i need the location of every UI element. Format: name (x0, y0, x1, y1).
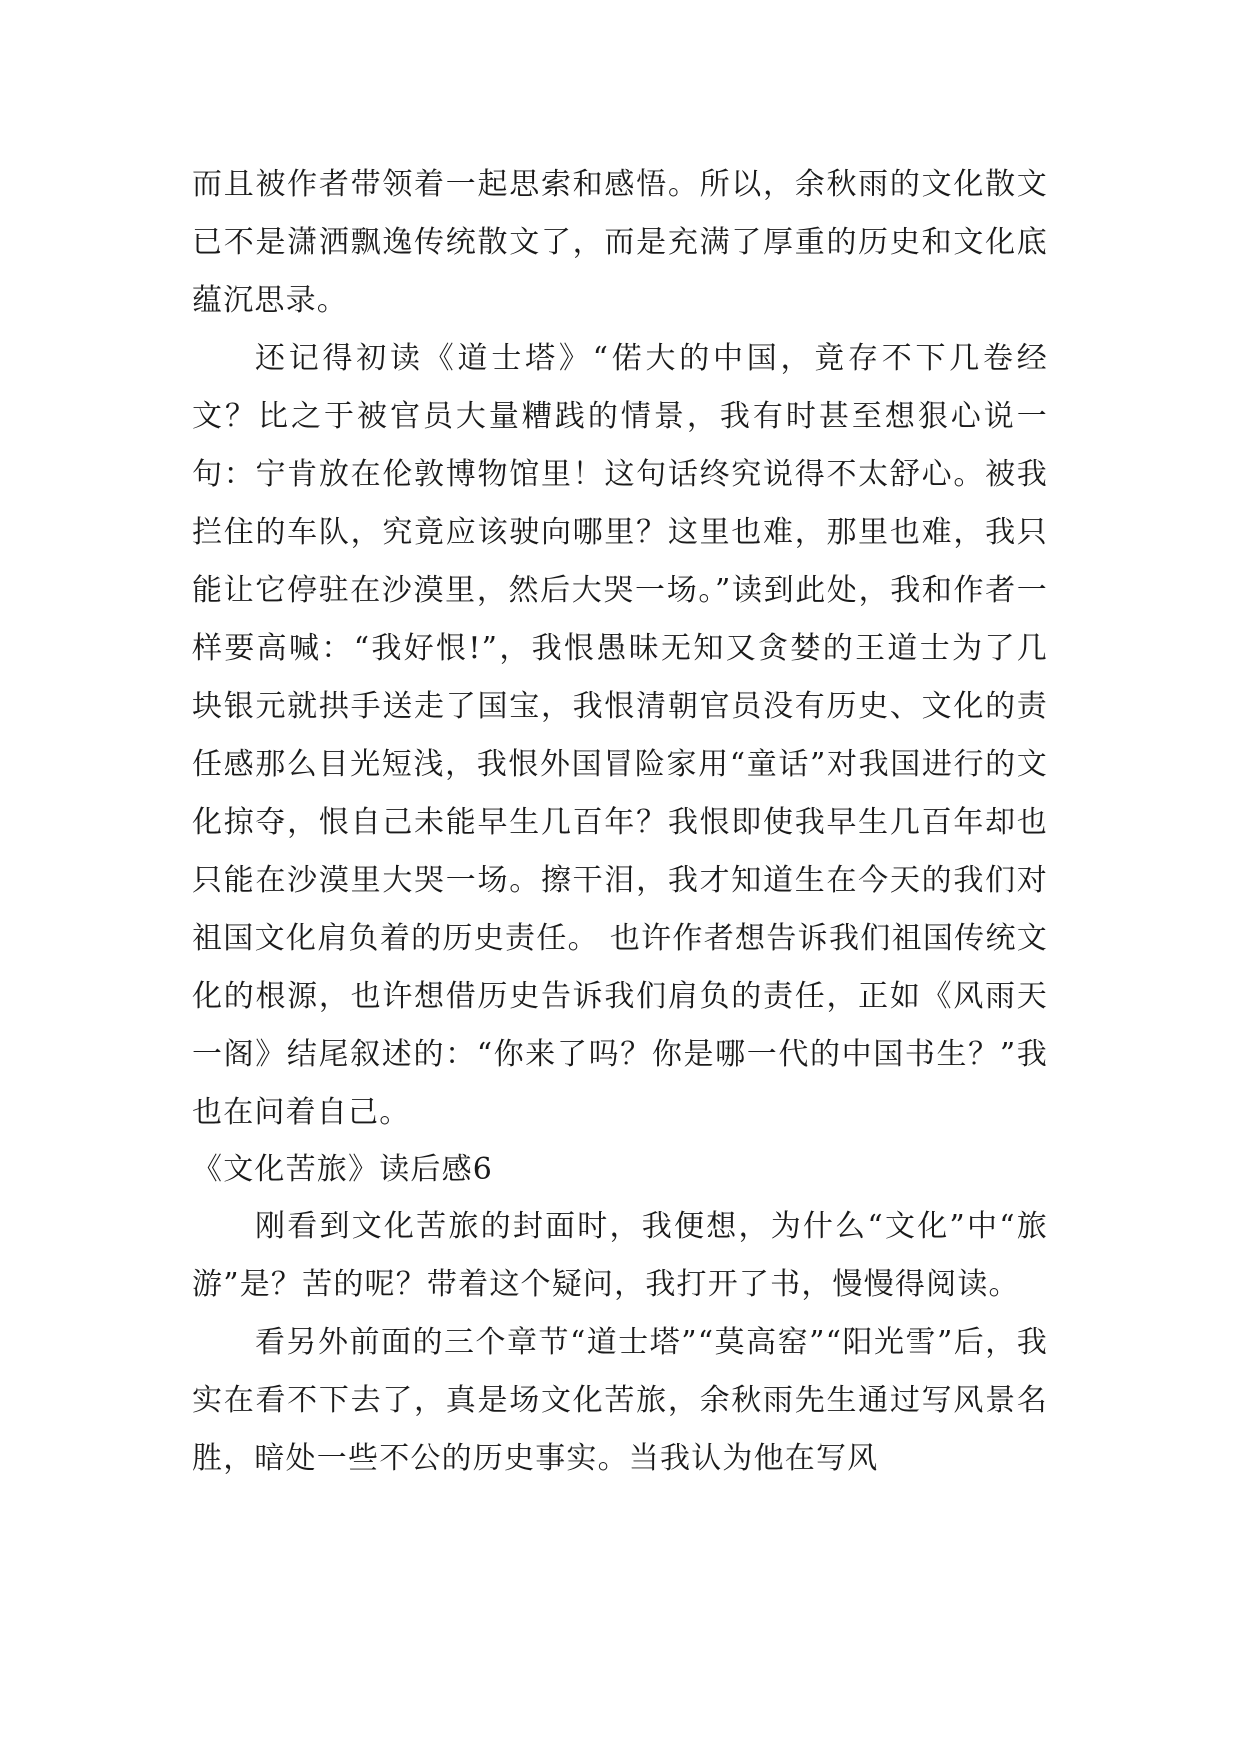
paragraph-daoshita-reflection: 还记得初读《道士塔》“偌大的中国，竟存不下几卷经文？比之于被官员大量糟践的情景，我有时甚至想狠心说一句：宁肯放在伦敦博物馆里！这句话终究说得不太舒心。被我拦住的车队，究竟应该驶向哪里？这里也难，那里也难，我只能让它停驻在沙漠里，然后大哭一场。”读到此处，我和作者一样要高喊：“我好恨!”，我恨愚昧无知又贪婪的王道士为了几块银元就拱手送走了国宝，我恨清朝官员没有历史、文化的责任感那么目光短浅，我恨外国冒险家用“童话”对我国进行的文化掠夺，恨自己未能早生几百年？我恨即使我早生几百年却也只能在沙漠里大哭一场。擦干泪，我才知道生在今天的我们对祖国文化肩负着的历史责任。 也许作者想告诉我们祖国传统文化的根源，也许想借历史告诉我们肩负的责任，正如《风雨天一阁》结尾叙述的：“你来了吗？你是哪一代的中国书生？”我也在问着自己。 (192, 341, 1048, 1130)
paragraph-cover-impression: 刚看到文化苦旅的封面时，我便想，为什么“文化”中“旅游”是？苦的呢？带着这个疑问，我打开了书，慢慢得阅读。 (192, 1209, 1048, 1302)
document-body (192, 156, 1048, 1488)
section-heading: 《文化苦旅》读后感6 (192, 1152, 494, 1187)
paragraph-continuation: 而且被作者带领着一起思索和感悟。所以，余秋雨的文化散文已不是潇洒飘逸传统散文了，而是充满了厚重的历史和文化底蕴沉思录。 (192, 167, 1048, 318)
paragraph-chapters: 看另外前面的三个章节“道士塔”“莫高窑”“阳光雪”后，我实在看不下去了，真是场文化苦旅，余秋雨先生通过写风景名胜，暗处一些不公的历史事实。当我认为他在写风 (192, 1325, 1048, 1476)
